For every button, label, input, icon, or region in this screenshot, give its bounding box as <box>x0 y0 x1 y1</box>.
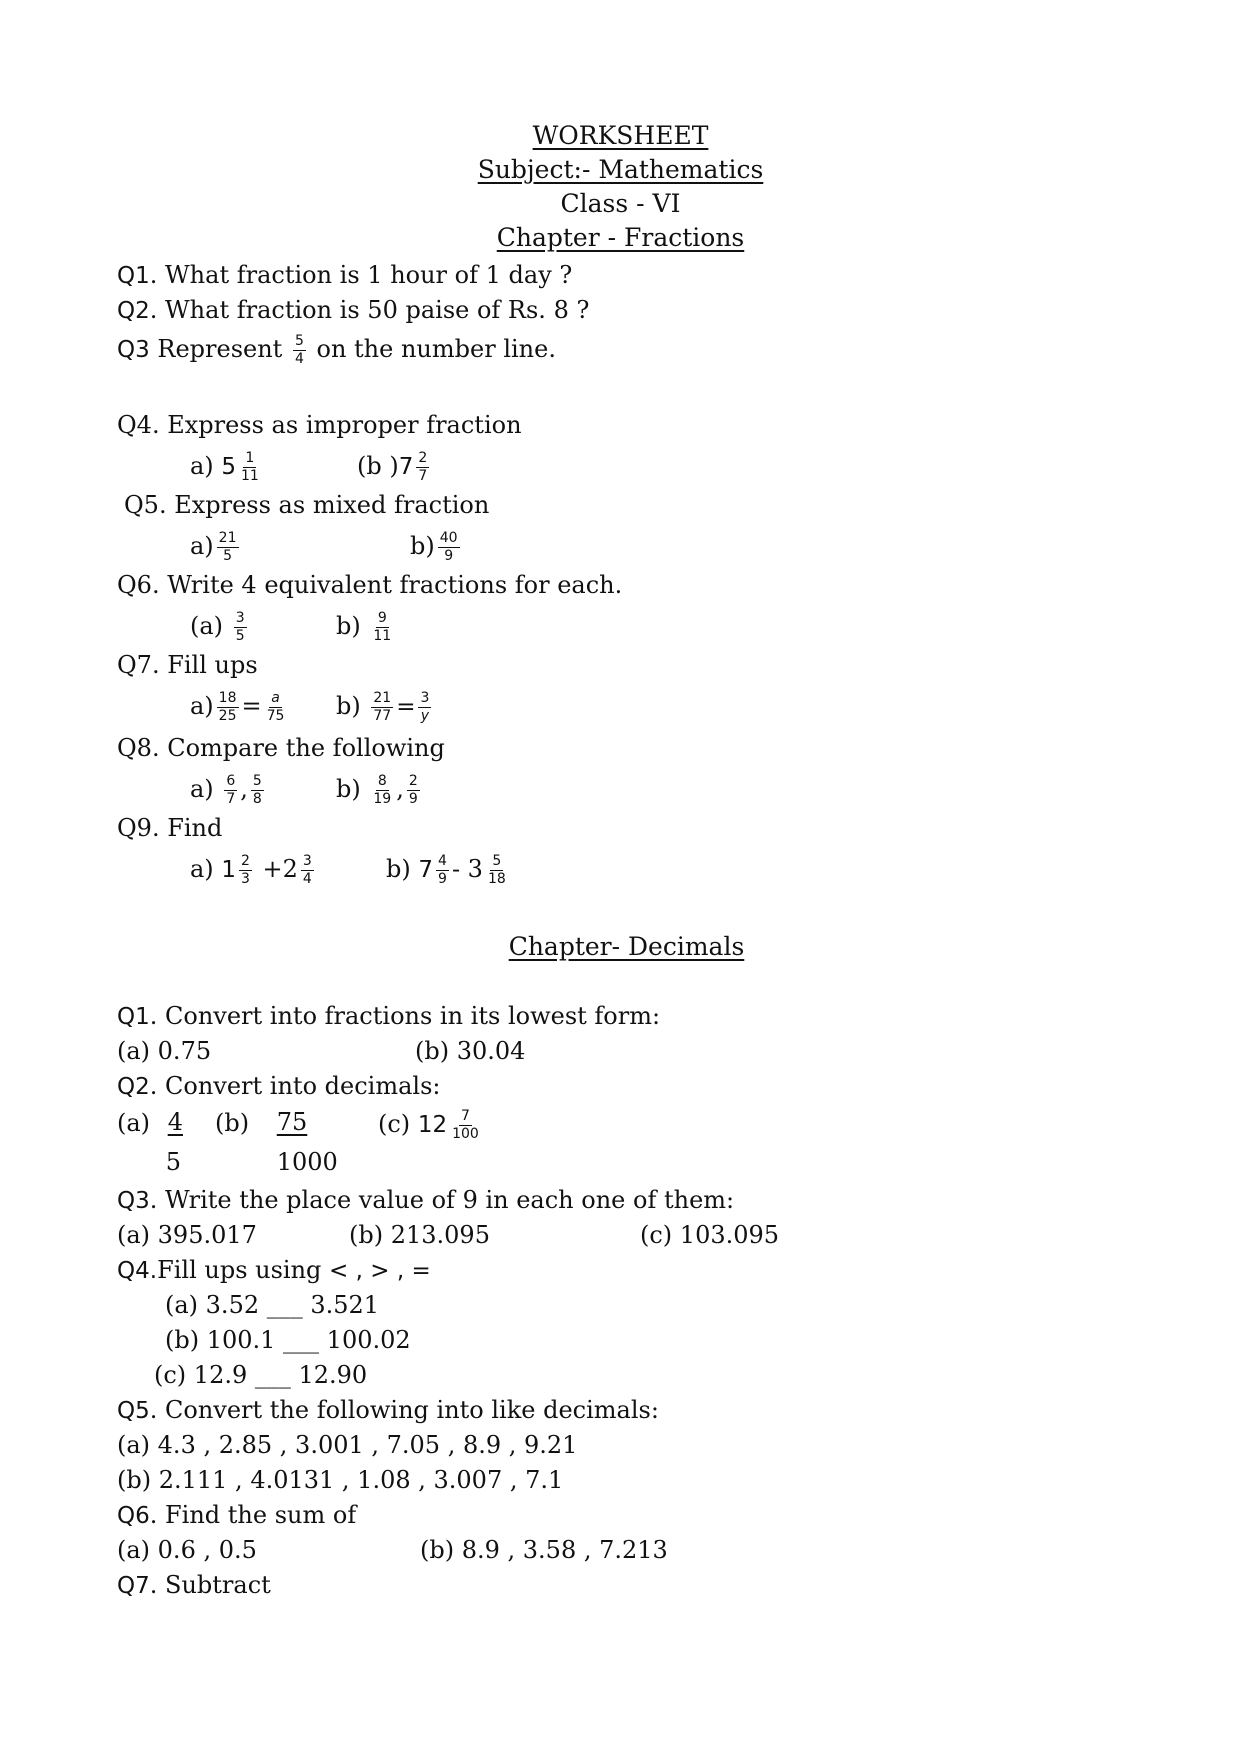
decimals-q4: Q4.Fill ups using < , > , = <box>117 1256 431 1284</box>
fraction: $\frac{40}{9}$ <box>439 530 458 564</box>
decimals-q4-option-a: (a) 3.52 ___ 3.521 <box>165 1291 380 1319</box>
decimals-q2-option-b: (b) $\frac{75}{1000}$ <box>215 1108 338 1176</box>
fraction: $\frac{4}{9}$ <box>438 853 447 887</box>
q4-option-b: (b )7 $\frac{2}{7}$ <box>357 450 428 484</box>
decimals-q7: Q7. Subtract <box>117 1571 271 1599</box>
question-number: Q7 <box>117 1573 150 1599</box>
question-number: Q3 <box>117 337 150 363</box>
fractions-q2: Q2. What fraction is 50 paise of Rs. 8 ? <box>117 296 590 324</box>
q9-option-a: a) 1 $\frac{2}{3}$ +2 $\frac{3}{4}$ <box>190 853 312 887</box>
fractions-q3: Q3 Represent $\frac{5}{4}$ on the number line. <box>117 333 556 367</box>
question-number: Q2 <box>117 1074 150 1100</box>
fraction: $\frac{5}{4}$ <box>294 333 304 367</box>
question-number: Q4. <box>117 1258 158 1284</box>
decimals-q6: Q6. Find the sum of <box>117 1501 357 1529</box>
decimals-q4-option-c: (c) 12.9 ___ 12.90 <box>154 1361 368 1389</box>
fraction: $\frac{6}{7}$ <box>226 773 236 807</box>
fractions-q5: Q5. Express as mixed fraction <box>124 491 490 519</box>
decimals-q1: Q1. Convert into fractions in its lowest form: <box>117 1002 661 1030</box>
fractions-q7: Q7. Fill ups <box>117 651 258 679</box>
fraction: $\frac{2}{7}$ <box>418 450 428 484</box>
fraction: $\frac{5}{18}$ <box>487 853 506 887</box>
fractions-q1: Q1. What fraction is 1 hour of 1 day ? <box>117 261 573 289</box>
subject-heading: Subject:- Mathematics <box>477 155 764 184</box>
fractions-q8: Q8. Compare the following <box>117 734 445 762</box>
q5-option-a: a) $\frac{21}{5}$ <box>190 530 237 564</box>
decimals-q3-option-b: (b) 213.095 <box>349 1221 490 1249</box>
class-heading: Class - VI <box>560 189 681 218</box>
question-number: Q3 <box>117 1188 150 1214</box>
q6-option-b: b) $\frac{9}{11}$ <box>336 610 392 644</box>
chapter-fractions-heading: Chapter - Fractions <box>496 223 745 252</box>
decimals-q5-option-b: (b) 2.111 , 4.0131 , 1.08 , 3.007 , 7.1 <box>117 1466 564 1494</box>
q8-option-b: b) $\frac{8}{19}$ , $\frac{2}{9}$ <box>336 773 418 807</box>
fraction: $\frac{3}{4}$ <box>302 853 312 887</box>
fractions-q4: Q4. Express as improper fraction <box>117 411 522 439</box>
decimals-q2-option-c: (c) 12 $\frac{7}{100}$ <box>378 1108 479 1142</box>
decimals-q1-option-b: (b) 30.04 <box>415 1037 526 1065</box>
decimals-q6-option-a: (a) 0.6 , 0.5 <box>117 1536 257 1564</box>
question-number: Q1 <box>117 1004 150 1030</box>
decimals-q3-option-c: (c) 103.095 <box>640 1221 780 1249</box>
question-number: Q2 <box>117 298 150 324</box>
q6-option-a: (a) $\frac{3}{5}$ <box>190 610 245 644</box>
decimals-q5-option-a: (a) 4.3 , 2.85 , 3.001 , 7.05 , 8.9 , 9.21 <box>117 1431 578 1459</box>
fraction: $\frac{18}{25}$ <box>218 690 237 724</box>
decimals-q5: Q5. Convert the following into like decimals: <box>117 1396 659 1424</box>
fraction: $\frac{2}{3}$ <box>240 853 250 887</box>
q7-option-b: b) $\frac{21}{77}$ = $\frac{3}{y}$ <box>336 690 430 724</box>
fraction: $\frac{9}{11}$ <box>373 610 392 644</box>
q7-option-a: a) $\frac{18}{25}$ = $\frac{a}{75}$ <box>190 690 285 724</box>
question-number: Q1 <box>117 263 150 289</box>
fraction: $\frac{3}{y}$ <box>420 690 430 724</box>
worksheet-title: WORKSHEET <box>532 121 709 150</box>
decimals-q2: Q2. Convert into decimals: <box>117 1072 441 1100</box>
fractions-q9: Q9. Find <box>117 814 223 842</box>
question-number: Q5 <box>117 1398 150 1424</box>
fraction: $\frac{3}{5}$ <box>235 610 245 644</box>
fraction: $\frac{a}{75}$ <box>266 690 285 724</box>
decimals-q3-option-a: (a) 395.017 <box>117 1221 257 1249</box>
fractions-q6: Q6. Write 4 equivalent fractions for each. <box>117 571 623 599</box>
q5-option-b: b) $\frac{40}{9}$ <box>410 530 458 564</box>
decimals-q1-option-a: (a) 0.75 <box>117 1037 212 1065</box>
decimals-q4-option-b: (b) 100.1 ___ 100.02 <box>165 1326 411 1354</box>
decimals-q3: Q3. Write the place value of 9 in each one of them: <box>117 1186 735 1214</box>
comparison-symbols: < , > , = <box>329 1258 431 1284</box>
q9-option-b: b) 7 $\frac{4}{9}$ - 3 $\frac{5}{18}$ <box>386 853 506 887</box>
question-number: Q6 <box>117 1503 150 1529</box>
q4-option-a: a) 5 $\frac{1}{11}$ <box>190 450 259 484</box>
fraction: $\frac{21}{5}$ <box>218 530 237 564</box>
fraction: $\frac{5}{8}$ <box>252 773 262 807</box>
fraction: $\frac{7}{100}$ <box>452 1108 479 1142</box>
fraction: $\frac{21}{77}$ <box>373 690 392 724</box>
fraction: $\frac{2}{9}$ <box>408 773 418 807</box>
fraction: $\frac{1}{11}$ <box>240 450 259 484</box>
decimals-q2-option-a: (a) $\frac{4}{5}$ <box>117 1108 183 1176</box>
chapter-decimals-heading: Chapter- Decimals <box>508 932 745 961</box>
q8-option-a: a) $\frac{6}{7}$ , $\frac{5}{8}$ <box>190 773 262 807</box>
decimals-q6-option-b: (b) 8.9 , 3.58 , 7.213 <box>420 1536 668 1564</box>
fraction: $\frac{8}{19}$ <box>373 773 392 807</box>
